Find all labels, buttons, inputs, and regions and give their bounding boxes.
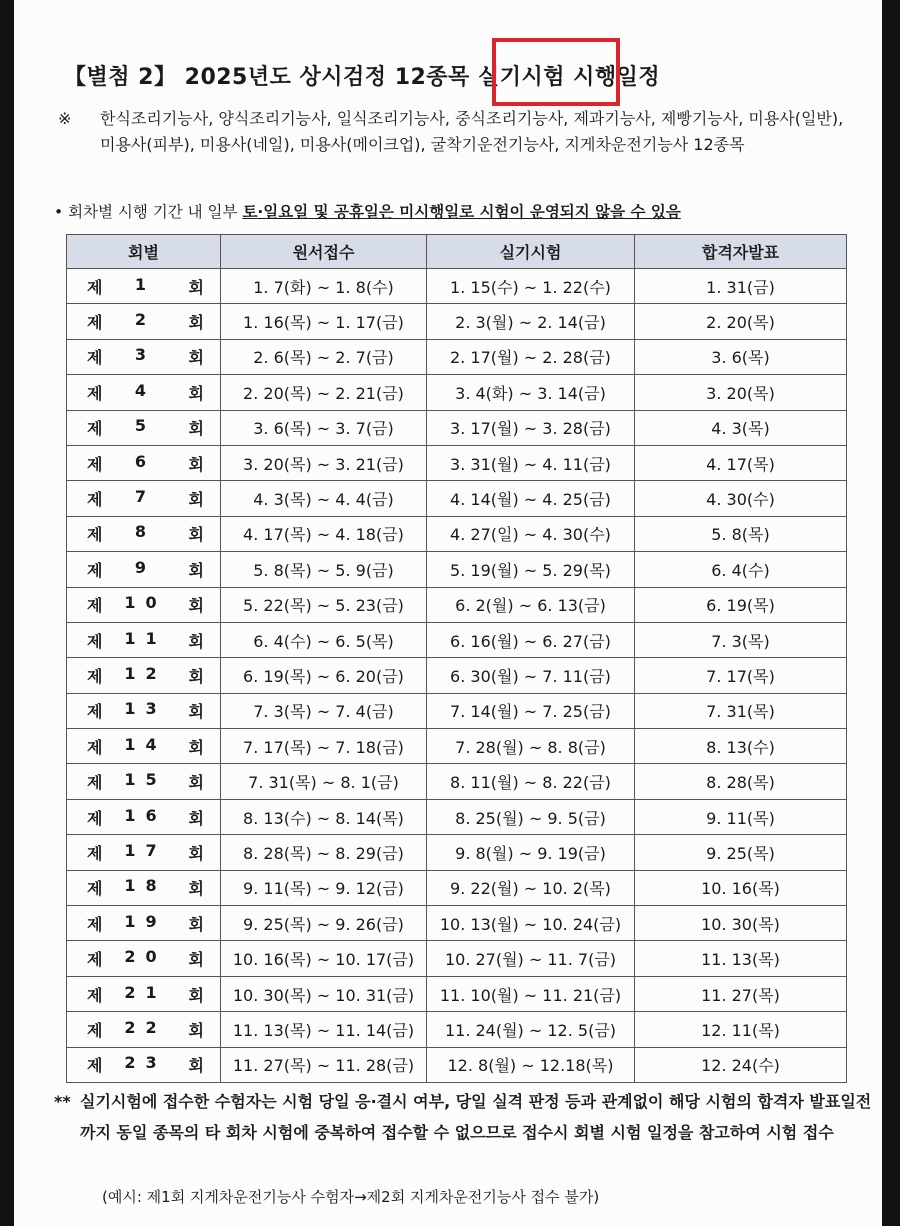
round-prefix: 제 bbox=[87, 666, 103, 686]
announcement-date-cell: 4. 3(목) bbox=[635, 410, 847, 445]
round-cell bbox=[67, 799, 221, 834]
round-number: 18 bbox=[124, 876, 167, 896]
table-row bbox=[67, 976, 847, 1011]
announcement-date-cell: 6. 4(수) bbox=[635, 552, 847, 587]
exam-period-cell: 8. 25(월) ~ 9. 5(금) bbox=[427, 799, 635, 834]
round-cell bbox=[67, 269, 221, 304]
table-row bbox=[67, 445, 847, 480]
exam-period-cell: 9. 22(월) ~ 10. 2(목) bbox=[427, 870, 635, 905]
round-cell bbox=[67, 622, 221, 657]
table-row bbox=[67, 799, 847, 834]
round-cell bbox=[67, 835, 221, 870]
exam-period-cell: 6. 2(월) ~ 6. 13(금) bbox=[427, 587, 635, 622]
table-row bbox=[67, 410, 847, 445]
round-prefix: 제 bbox=[87, 879, 103, 899]
round-prefix: 제 bbox=[87, 702, 103, 722]
application-period-cell: 11. 13(목) ~ 11. 14(금) bbox=[221, 1012, 427, 1047]
round-prefix: 제 bbox=[87, 277, 103, 297]
exam-period-cell: 6. 16(월) ~ 6. 27(금) bbox=[427, 622, 635, 657]
round-cell bbox=[67, 1047, 221, 1082]
round-prefix: 제 bbox=[87, 596, 103, 616]
round-number: 5 bbox=[134, 416, 157, 436]
round-prefix: 제 bbox=[87, 1020, 103, 1040]
exam-period-cell: 10. 27(월) ~ 11. 7(금) bbox=[427, 941, 635, 976]
announcement-date-cell: 8. 28(목) bbox=[635, 764, 847, 799]
title-highlight: 실기시험 bbox=[477, 65, 565, 90]
exam-period-cell: 8. 11(월) ~ 8. 22(금) bbox=[427, 764, 635, 799]
round-suffix: 회 bbox=[188, 277, 204, 297]
round-suffix: 회 bbox=[188, 419, 204, 439]
round-cell bbox=[67, 481, 221, 516]
round-cell bbox=[67, 941, 221, 976]
exam-period-cell: 2. 3(월) ~ 2. 14(금) bbox=[427, 304, 635, 339]
table-row bbox=[67, 870, 847, 905]
round-suffix: 회 bbox=[188, 773, 204, 793]
document-page bbox=[14, 0, 882, 1226]
round-prefix: 제 bbox=[87, 737, 103, 757]
round-number: 6 bbox=[134, 451, 157, 471]
application-period-cell: 10. 30(목) ~ 10. 31(금) bbox=[221, 976, 427, 1011]
application-period-cell: 5. 8(목) ~ 5. 9(금) bbox=[221, 552, 427, 587]
round-suffix: 회 bbox=[188, 1056, 204, 1076]
round-number: 16 bbox=[124, 805, 167, 825]
round-cell bbox=[67, 906, 221, 941]
application-period-cell: 1. 16(목) ~ 1. 17(금) bbox=[221, 304, 427, 339]
application-period-cell: 1. 7(화) ~ 1. 8(수) bbox=[221, 269, 427, 304]
exam-period-cell: 3. 17(월) ~ 3. 28(금) bbox=[427, 410, 635, 445]
round-number: 11 bbox=[124, 628, 167, 648]
table-row bbox=[67, 339, 847, 374]
application-period-cell: 6. 4(수) ~ 6. 5(목) bbox=[221, 622, 427, 657]
announcement-date-cell: 6. 19(목) bbox=[635, 587, 847, 622]
announcement-date-cell: 7. 31(목) bbox=[635, 693, 847, 728]
round-prefix: 제 bbox=[87, 348, 103, 368]
round-number: 12 bbox=[124, 663, 167, 683]
footnote-mark: ** bbox=[54, 1092, 71, 1111]
announcement-date-cell: 12. 11(목) bbox=[635, 1012, 847, 1047]
round-suffix: 회 bbox=[188, 348, 204, 368]
application-period-cell: 7. 3(목) ~ 7. 4(금) bbox=[221, 693, 427, 728]
header-application: 원서접수 bbox=[221, 235, 427, 269]
round-suffix: 회 bbox=[188, 914, 204, 934]
round-cell bbox=[67, 658, 221, 693]
round-prefix: 제 bbox=[87, 808, 103, 828]
schedule-table bbox=[66, 234, 847, 1083]
round-cell bbox=[67, 764, 221, 799]
announcement-date-cell: 10. 16(목) bbox=[635, 870, 847, 905]
application-period-cell: 8. 13(수) ~ 8. 14(목) bbox=[221, 799, 427, 834]
round-cell bbox=[67, 375, 221, 410]
round-number: 1 bbox=[134, 274, 157, 294]
table-row bbox=[67, 729, 847, 764]
round-prefix: 제 bbox=[87, 914, 103, 934]
application-period-cell: 7. 31(목) ~ 8. 1(금) bbox=[221, 764, 427, 799]
exam-period-cell: 3. 31(월) ~ 4. 11(금) bbox=[427, 445, 635, 480]
round-suffix: 회 bbox=[188, 808, 204, 828]
round-prefix: 제 bbox=[87, 773, 103, 793]
round-number: 3 bbox=[134, 345, 157, 365]
table-row bbox=[67, 906, 847, 941]
title-after: 시행일정 bbox=[565, 65, 661, 90]
announcement-date-cell: 11. 27(목) bbox=[635, 976, 847, 1011]
round-cell bbox=[67, 587, 221, 622]
exam-period-cell: 3. 4(화) ~ 3. 14(금) bbox=[427, 375, 635, 410]
schedule-body bbox=[67, 269, 847, 1083]
round-cell bbox=[67, 729, 221, 764]
round-prefix: 제 bbox=[87, 843, 103, 863]
announcement-date-cell: 9. 25(목) bbox=[635, 835, 847, 870]
round-number: 14 bbox=[124, 734, 167, 754]
round-suffix: 회 bbox=[188, 490, 204, 510]
round-number: 8 bbox=[134, 522, 157, 542]
round-cell bbox=[67, 552, 221, 587]
announcement-date-cell: 9. 11(목) bbox=[635, 799, 847, 834]
application-period-cell: 3. 20(목) ~ 3. 21(금) bbox=[221, 445, 427, 480]
announcement-date-cell: 4. 30(수) bbox=[635, 481, 847, 516]
table-row bbox=[67, 516, 847, 551]
announcement-date-cell: 5. 8(목) bbox=[635, 516, 847, 551]
exam-period-cell: 11. 24(월) ~ 12. 5(금) bbox=[427, 1012, 635, 1047]
table-row bbox=[67, 835, 847, 870]
round-suffix: 회 bbox=[188, 596, 204, 616]
round-number: 10 bbox=[124, 593, 167, 613]
header-announcement: 합격자발표 bbox=[635, 235, 847, 269]
announcement-date-cell: 3. 6(목) bbox=[635, 339, 847, 374]
round-cell bbox=[67, 870, 221, 905]
subjects-note bbox=[58, 106, 858, 158]
application-period-cell: 2. 6(목) ~ 2. 7(금) bbox=[221, 339, 427, 374]
round-cell bbox=[67, 410, 221, 445]
round-cell bbox=[67, 516, 221, 551]
round-suffix: 회 bbox=[188, 1020, 204, 1040]
round-number: 15 bbox=[124, 770, 167, 790]
round-cell bbox=[67, 1012, 221, 1047]
round-number: 13 bbox=[124, 699, 167, 719]
note-mark: ※ bbox=[58, 109, 72, 128]
table-row bbox=[67, 304, 847, 339]
round-suffix: 회 bbox=[188, 454, 204, 474]
exam-period-cell: 1. 15(수) ~ 1. 22(수) bbox=[427, 269, 635, 304]
exam-period-cell: 4. 14(월) ~ 4. 25(금) bbox=[427, 481, 635, 516]
exam-period-cell: 10. 13(월) ~ 10. 24(금) bbox=[427, 906, 635, 941]
application-period-cell: 3. 6(목) ~ 3. 7(금) bbox=[221, 410, 427, 445]
announcement-date-cell: 1. 31(금) bbox=[635, 269, 847, 304]
exam-period-cell: 11. 10(월) ~ 11. 21(금) bbox=[427, 976, 635, 1011]
warning-underlined: 토·일요일 및 공휴일은 미시행일로 시험이 운영되지 않을 수 있음 bbox=[242, 203, 681, 221]
round-number: 23 bbox=[124, 1053, 167, 1073]
announcement-date-cell: 3. 20(목) bbox=[635, 375, 847, 410]
round-suffix: 회 bbox=[188, 737, 204, 757]
application-period-cell: 7. 17(목) ~ 7. 18(금) bbox=[221, 729, 427, 764]
application-period-cell: 10. 16(목) ~ 10. 17(금) bbox=[221, 941, 427, 976]
round-number: 17 bbox=[124, 840, 167, 860]
exam-period-cell: 6. 30(월) ~ 7. 11(금) bbox=[427, 658, 635, 693]
announcement-date-cell: 7. 3(목) bbox=[635, 622, 847, 657]
round-suffix: 회 bbox=[188, 313, 204, 333]
round-prefix: 제 bbox=[87, 525, 103, 545]
exam-period-cell: 12. 8(월) ~ 12.18(목) bbox=[427, 1047, 635, 1082]
application-period-cell: 11. 27(목) ~ 11. 28(금) bbox=[221, 1047, 427, 1082]
exam-period-cell: 7. 14(월) ~ 7. 25(금) bbox=[427, 693, 635, 728]
round-cell bbox=[67, 693, 221, 728]
application-period-cell: 9. 25(목) ~ 9. 26(금) bbox=[221, 906, 427, 941]
round-suffix: 회 bbox=[188, 631, 204, 651]
round-cell bbox=[67, 339, 221, 374]
table-row bbox=[67, 269, 847, 304]
round-prefix: 제 bbox=[87, 383, 103, 403]
note-text: 한식조리기능사, 양식조리기능사, 일식조리기능사, 중식조리기능사, 제과기능사, 제빵기능사, 미용사(일반), 미용사(피부), 미용사(네일), 미용사(메이크업), 굴착기운전기능사, 지게차운전기능사 12종목 bbox=[100, 109, 844, 154]
round-number: 20 bbox=[124, 947, 167, 967]
announcement-date-cell: 4. 17(목) bbox=[635, 445, 847, 480]
header-round: 회별 bbox=[67, 235, 221, 269]
table-row bbox=[67, 481, 847, 516]
round-prefix: 제 bbox=[87, 419, 103, 439]
round-suffix: 회 bbox=[188, 950, 204, 970]
round-cell bbox=[67, 304, 221, 339]
round-cell bbox=[67, 976, 221, 1011]
title-before: 【별첨 2】 2025년도 상시검정 12종목 bbox=[64, 65, 478, 90]
exam-period-cell: 5. 19(월) ~ 5. 29(목) bbox=[427, 552, 635, 587]
table-row bbox=[67, 764, 847, 799]
announcement-date-cell: 12. 24(수) bbox=[635, 1047, 847, 1082]
round-suffix: 회 bbox=[188, 525, 204, 545]
announcement-date-cell: 7. 17(목) bbox=[635, 658, 847, 693]
application-period-cell: 6. 19(목) ~ 6. 20(금) bbox=[221, 658, 427, 693]
application-period-cell: 4. 3(목) ~ 4. 4(금) bbox=[221, 481, 427, 516]
warning-prefix: • 회차별 시행 기간 내 일부 bbox=[54, 203, 243, 221]
table-row bbox=[67, 552, 847, 587]
round-suffix: 회 bbox=[188, 666, 204, 686]
round-prefix: 제 bbox=[87, 454, 103, 474]
round-number: 2 bbox=[134, 310, 157, 330]
footnote bbox=[54, 1086, 874, 1148]
exam-period-cell: 4. 27(일) ~ 4. 30(수) bbox=[427, 516, 635, 551]
table-row bbox=[67, 622, 847, 657]
application-period-cell: 5. 22(목) ~ 5. 23(금) bbox=[221, 587, 427, 622]
application-period-cell: 9. 11(목) ~ 9. 12(금) bbox=[221, 870, 427, 905]
announcement-date-cell: 11. 13(목) bbox=[635, 941, 847, 976]
round-number: 21 bbox=[124, 982, 167, 1002]
table-row bbox=[67, 587, 847, 622]
exam-period-cell: 9. 8(월) ~ 9. 19(금) bbox=[427, 835, 635, 870]
table-row bbox=[67, 1012, 847, 1047]
table-row bbox=[67, 375, 847, 410]
round-prefix: 제 bbox=[87, 1056, 103, 1076]
round-suffix: 회 bbox=[188, 879, 204, 899]
round-prefix: 제 bbox=[87, 313, 103, 333]
application-period-cell: 2. 20(목) ~ 2. 21(금) bbox=[221, 375, 427, 410]
table-row bbox=[67, 941, 847, 976]
round-suffix: 회 bbox=[188, 560, 204, 580]
application-period-cell: 8. 28(목) ~ 8. 29(금) bbox=[221, 835, 427, 870]
table-row bbox=[67, 658, 847, 693]
exam-period-cell: 2. 17(월) ~ 2. 28(금) bbox=[427, 339, 635, 374]
round-prefix: 제 bbox=[87, 490, 103, 510]
announcement-date-cell: 2. 20(목) bbox=[635, 304, 847, 339]
warning-line bbox=[54, 200, 874, 222]
exam-period-cell: 7. 28(월) ~ 8. 8(금) bbox=[427, 729, 635, 764]
application-period-cell: 4. 17(목) ~ 4. 18(금) bbox=[221, 516, 427, 551]
table-header-row bbox=[67, 235, 847, 269]
footnote-text: 실기시험에 접수한 수험자는 시험 당일 응·결시 여부, 당일 실격 판정 등과 관계없이 해당 시험의 합격자 발표일전까지 동일 종목의 타 회차 시험에 중복하여 접수할 수 없으므로 접수시 회별 시험 일정을 참고하여 시험 접수 bbox=[80, 1092, 872, 1142]
round-prefix: 제 bbox=[87, 950, 103, 970]
round-number: 7 bbox=[134, 487, 157, 507]
round-prefix: 제 bbox=[87, 560, 103, 580]
round-number: 9 bbox=[134, 557, 157, 577]
round-prefix: 제 bbox=[87, 631, 103, 651]
round-cell bbox=[67, 445, 221, 480]
round-prefix: 제 bbox=[87, 985, 103, 1005]
announcement-date-cell: 10. 30(목) bbox=[635, 906, 847, 941]
round-number: 4 bbox=[134, 380, 157, 400]
table-row bbox=[67, 1047, 847, 1082]
round-suffix: 회 bbox=[188, 843, 204, 863]
round-suffix: 회 bbox=[188, 383, 204, 403]
round-suffix: 회 bbox=[188, 702, 204, 722]
round-number: 19 bbox=[124, 911, 167, 931]
header-exam: 실기시험 bbox=[427, 235, 635, 269]
red-highlight-box bbox=[492, 38, 620, 106]
announcement-date-cell: 8. 13(수) bbox=[635, 729, 847, 764]
table-row bbox=[67, 693, 847, 728]
round-number: 22 bbox=[124, 1017, 167, 1037]
example-note: (예시: 제1회 지게차운전기능사 수험자→제2회 지게차운전기능사 접수 불가) bbox=[102, 1188, 600, 1206]
round-suffix: 회 bbox=[188, 985, 204, 1005]
